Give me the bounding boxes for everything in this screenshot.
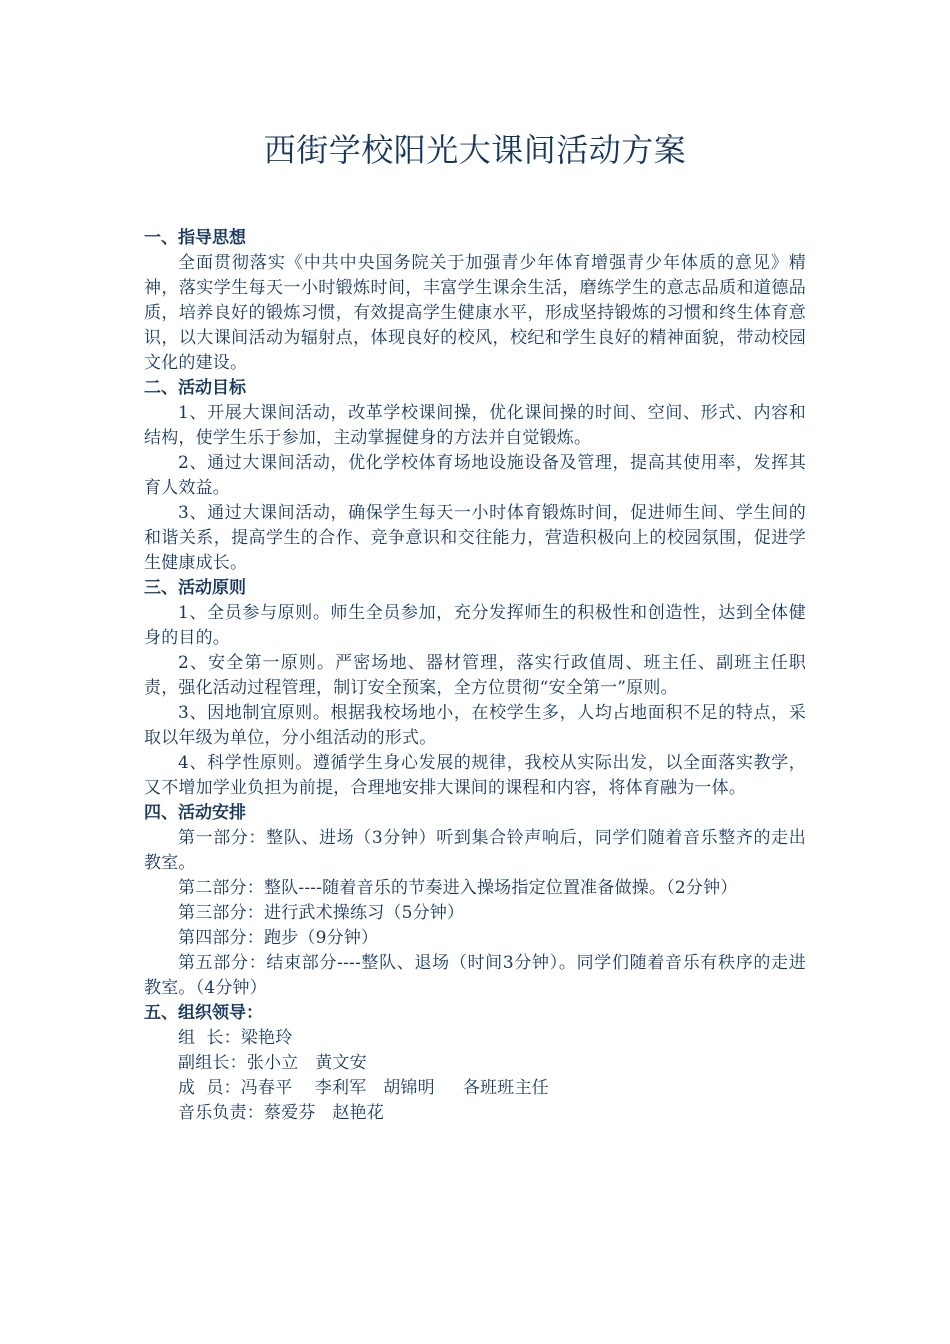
leadership-line: 组 长：梁艳玲 (178, 1028, 293, 1048)
document-title: 西街学校阳光大课间活动方案 (263, 131, 687, 169)
paragraph: 1、全员参与原则。师生全员参加，充分发挥师生的积极性和创造性，达到全体健身的目的。 (144, 603, 806, 648)
paragraph: 2、通过大课间活动，优化学校体育场地设施设备及管理，提高其使用率，发挥其育人效益。 (144, 453, 806, 498)
section-heading-activity-goals: 二、活动目标 (144, 378, 246, 398)
schedule-item: 第四部分：跑步（9分钟） (178, 928, 379, 948)
schedule-item: 第一部分：整队、进场（3分钟）听到集合铃声响后，同学们随着音乐整齐的走出教室。 (144, 828, 806, 873)
paragraph: 2、安全第一原则。严密场地、器材管理，落实行政值周、班主任、副班主任职责，强化活动过程管理，制订安全预案，全方位贯彻“安全第一”原则。 (144, 653, 806, 698)
schedule-item: 第三部分：进行武术操练习（5分钟） (178, 903, 465, 923)
leadership-line: 副组长：张小立 黄文安 (178, 1053, 367, 1073)
section-heading-activity-schedule: 四、活动安排 (144, 803, 246, 823)
leadership-line: 成 员：冯春平 李利军 胡锦明 各班班主任 (178, 1078, 549, 1098)
section-heading-guiding-ideology: 一、指导思想 (144, 228, 246, 248)
section-heading-activity-principles: 三、活动原则 (144, 578, 246, 598)
schedule-item: 第五部分：结束部分----整队、退场（时间3分钟）。同学们随着音乐有秩序的走进教室。（4分钟） (144, 953, 806, 998)
schedule-item: 第二部分：整队----随着音乐的节奏进入操场指定位置准备做操。（2分钟） (178, 878, 738, 898)
leadership-line: 音乐负责：蔡爱芬 赵艳花 (178, 1103, 385, 1123)
paragraph: 3、因地制宜原则。根据我校场地小，在校学生多，人均占地面积不足的特点，采取以年级为单位，分小组活动的形式。 (144, 703, 806, 748)
paragraph: 全面贯彻落实《中共中央国务院关于加强青少年体育增强青少年体质的意见》精神，落实学生每天一小时锻炼时间，丰富学生课余生活，磨练学生的意志品质和道德品质，培养良好的锻炼习惯，有效提高学生健康水平，形成坚持锻炼的习惯和终生体育意识，以大课间活动为辐射点，体现良好的校风，校纪和学生良好的精神面貌，带动校园文化的建设。 (144, 253, 806, 373)
section-heading-leadership: 五、组织领导： (144, 1003, 263, 1023)
paragraph: 1、开展大课间活动，改革学校课间操，优化课间操的时间、空间、形式、内容和结构，使学生乐于参加，主动掌握健身的方法并自觉锻炼。 (144, 403, 806, 448)
paragraph: 4、科学性原则。遵循学生身心发展的规律，我校从实际出发，以全面落实教学，又不增加学业负担为前提，合理地安排大课间的课程和内容，将体育融为一体。 (144, 753, 806, 798)
paragraph: 3、通过大课间活动，确保学生每天一小时体育锻炼时间，促进师生间、学生间的和谐关系，提高学生的合作、竞争意识和交往能力，营造积极向上的校园氛围，促进学生健康成长。 (144, 503, 806, 573)
